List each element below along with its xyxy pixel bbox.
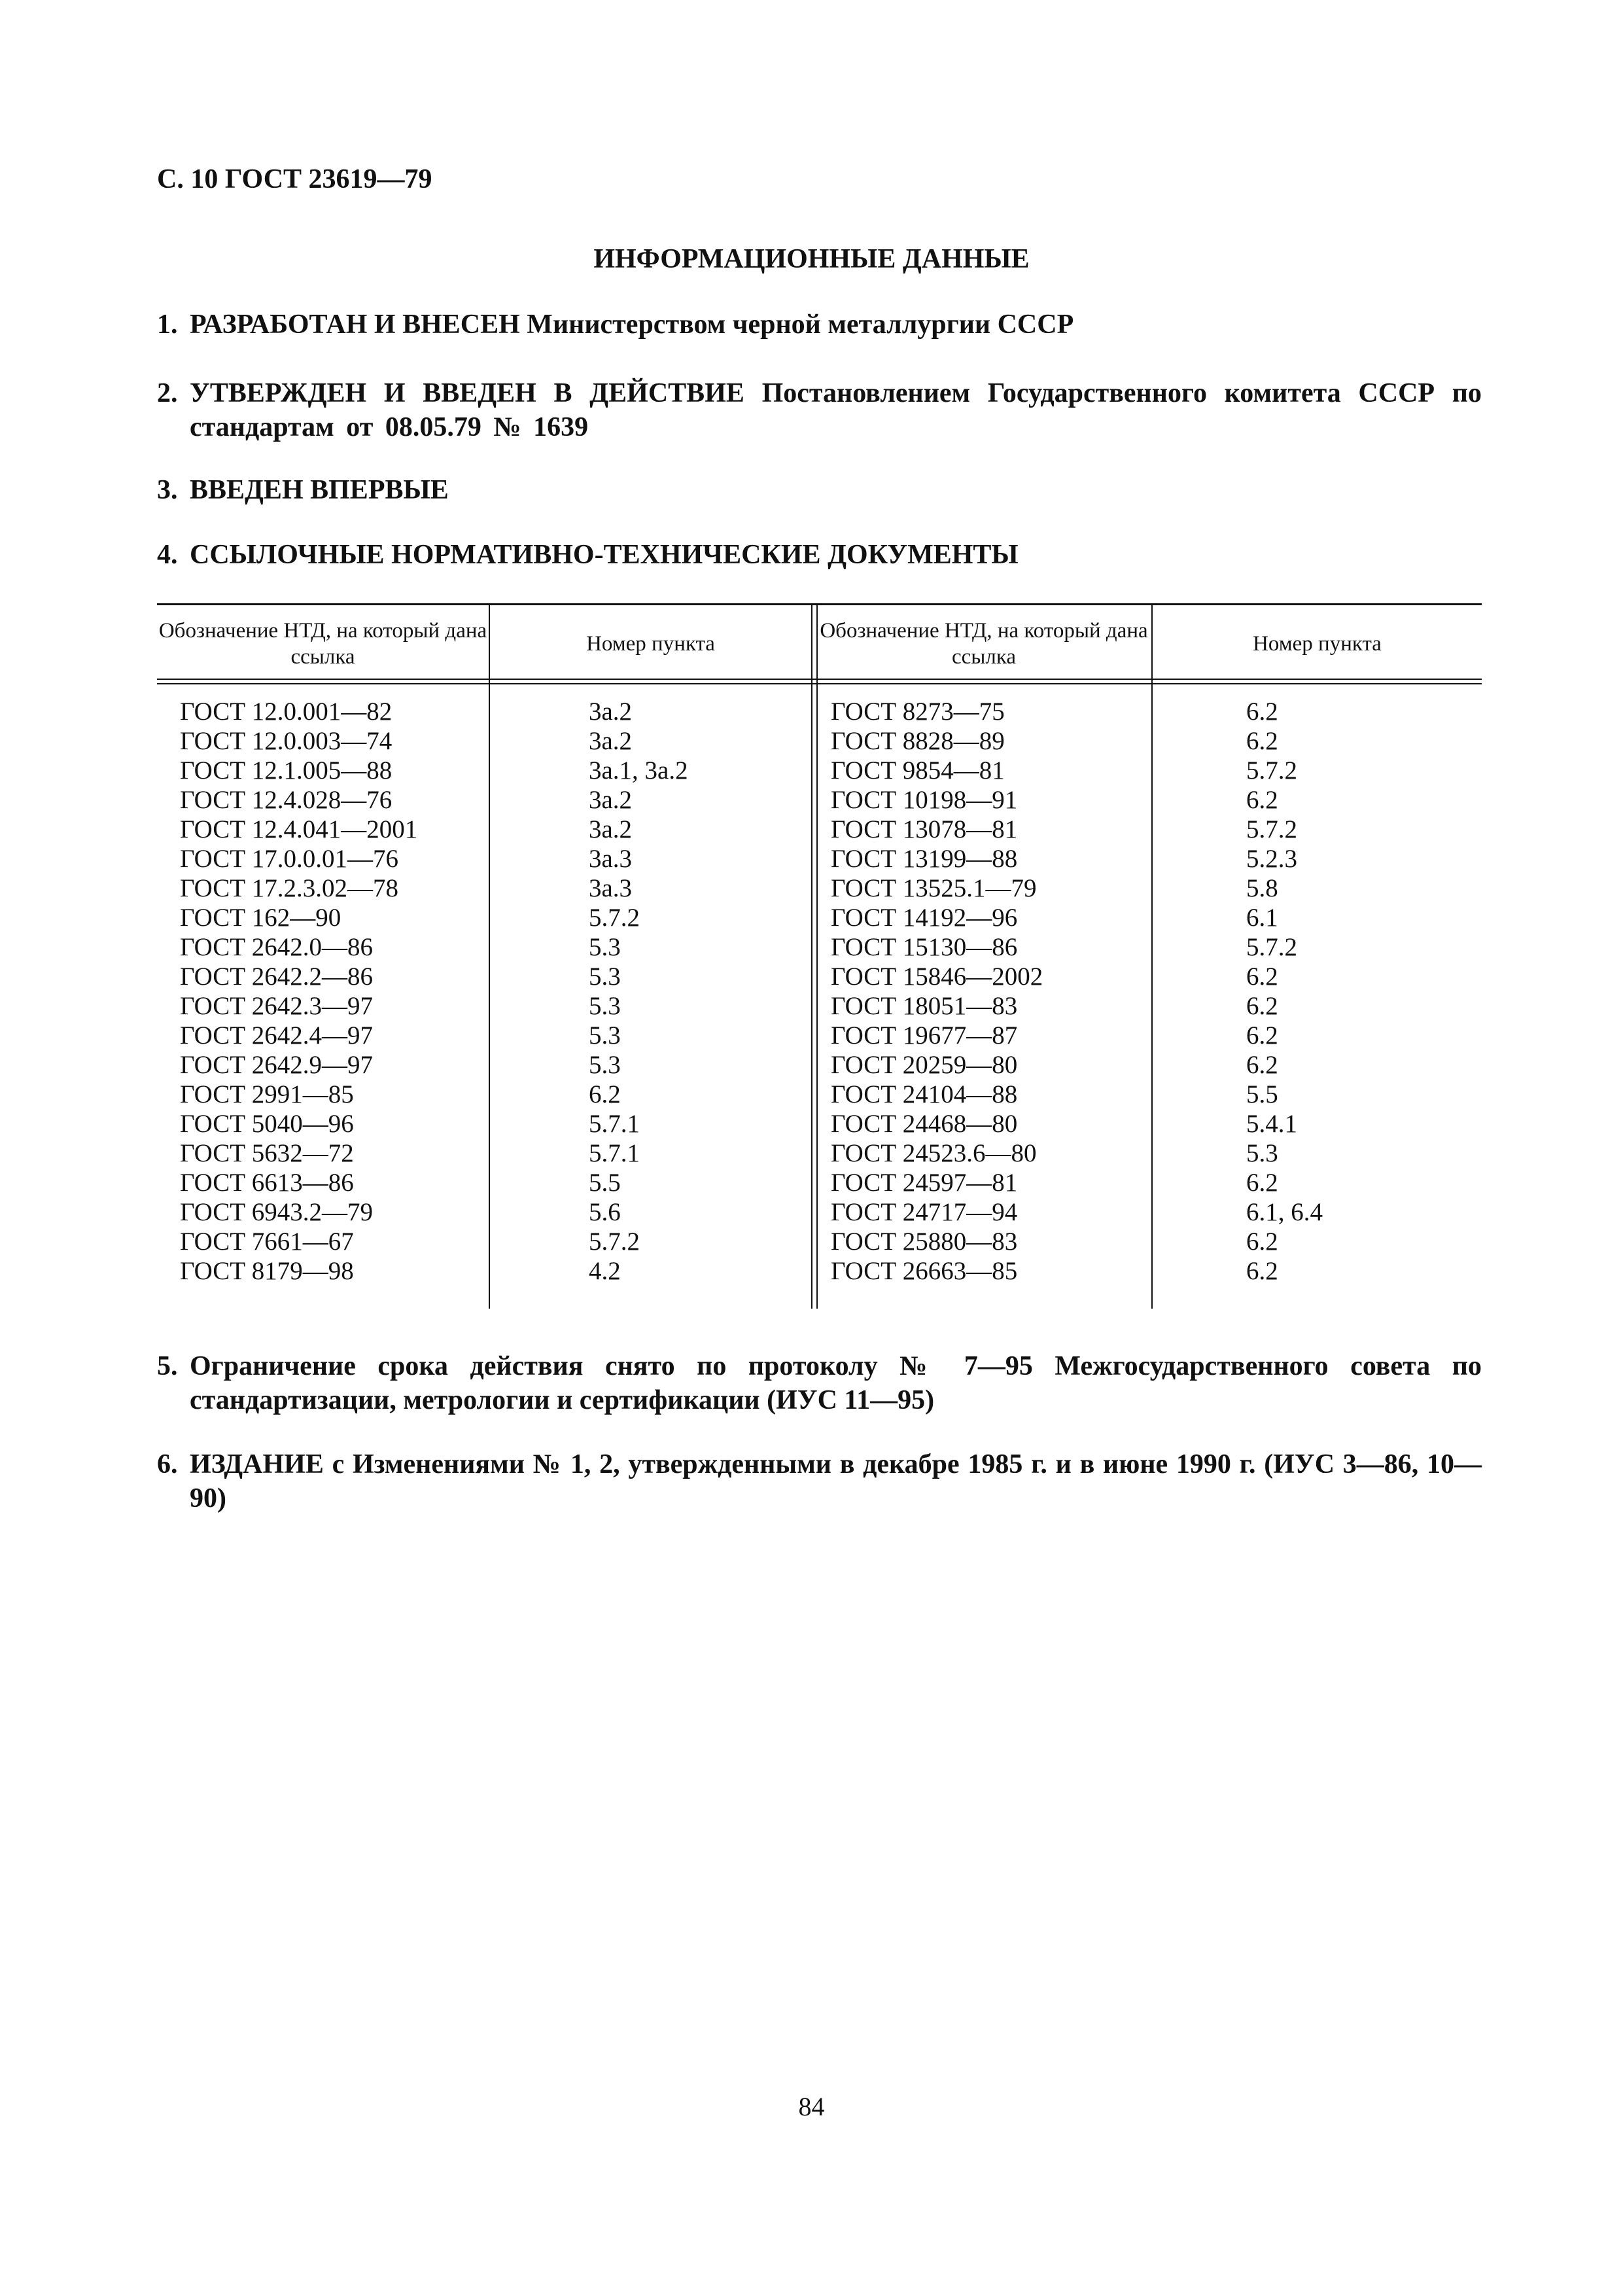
page-number: 84 — [798, 2092, 825, 2121]
cell-clause-number: 3а.1, 3а.2 — [589, 756, 688, 785]
cell-ntd-designation: ГОСТ 9854—81 — [831, 756, 1005, 785]
table-row — [157, 991, 1482, 1021]
table-header-clause: Номер пункта — [1253, 632, 1382, 656]
item-text: РАЗРАБОТАН И ВНЕСЕН Министерством черной металлургии СССР — [190, 309, 1074, 340]
cell-clause-number: 3а.3 — [589, 845, 633, 873]
item-number: 4. — [157, 540, 178, 570]
cell-ntd-designation: ГОСТ 12.1.005—88 — [180, 756, 393, 785]
cell-ntd-designation: ГОСТ 2991—85 — [180, 1080, 354, 1108]
cell-ntd-designation: ГОСТ 14192—96 — [831, 904, 1018, 932]
cell-ntd-designation: ГОСТ 15846—2002 — [831, 963, 1043, 991]
cell-ntd-designation: ГОСТ 2642.4—97 — [180, 1021, 374, 1050]
item-text: ИЗДАНИЕ с Изменениями № 1, 2, утвержденными в декабре 1985 г. и в июне 1990 г. (ИУС 3—86, 10—90) — [190, 1449, 1482, 1513]
cell-clause-number: 6.2 — [1246, 992, 1278, 1020]
cell-clause-number: 5.2.3 — [1246, 845, 1297, 873]
cell-clause-number: 5.3 — [589, 933, 621, 961]
cell-ntd-designation: ГОСТ 24597—81 — [831, 1169, 1018, 1197]
cell-clause-number: 6.2 — [589, 1080, 621, 1108]
table-row — [157, 1197, 1482, 1227]
cell-clause-number: 5.3 — [589, 963, 621, 991]
cell-ntd-designation: ГОСТ 6943.2—79 — [180, 1198, 374, 1226]
table-row — [157, 1256, 1482, 1286]
table-row — [157, 1050, 1482, 1080]
cell-ntd-designation: ГОСТ 8828—89 — [831, 727, 1005, 755]
table-row — [157, 1139, 1482, 1168]
cell-ntd-designation: ГОСТ 13078—81 — [831, 815, 1018, 843]
cell-clause-number: 6.1, 6.4 — [1246, 1198, 1323, 1226]
cell-clause-number: 5.3 — [589, 1021, 621, 1050]
cell-clause-number: 5.5 — [589, 1169, 621, 1197]
cell-clause-number: 6.2 — [1246, 1051, 1278, 1079]
cell-clause-number: 6.2 — [1246, 1169, 1278, 1197]
cell-ntd-designation: ГОСТ 24104—88 — [831, 1080, 1018, 1108]
cell-clause-number: 6.2 — [1246, 786, 1278, 814]
document-title: ИНФОРМАЦИОННЫЕ ДАННЫЕ — [593, 244, 1030, 274]
info-item-4 — [157, 538, 1482, 572]
table-row — [157, 756, 1482, 785]
item-text: ВВЕДЕН ВПЕРВЫЕ — [190, 475, 449, 505]
info-item-6 — [157, 1447, 1482, 1515]
cell-clause-number: 5.7.1 — [589, 1110, 640, 1138]
table-row — [157, 1168, 1482, 1197]
table-row — [157, 1080, 1482, 1109]
cell-ntd-designation: ГОСТ 26663—85 — [831, 1257, 1018, 1285]
cell-ntd-designation: ГОСТ 2642.9—97 — [180, 1051, 374, 1079]
table-row — [157, 726, 1482, 756]
page-header: С. 10 ГОСТ 23619—79 — [157, 164, 432, 194]
table-row — [157, 1227, 1482, 1256]
cell-ntd-designation: ГОСТ 15130—86 — [831, 933, 1018, 961]
cell-clause-number: 5.3 — [589, 992, 621, 1020]
item-text: Ограничение срока действия снято по протоколу № 7—95 Межгосударственного совета по стандартизации, метрологии и сертификации (ИУС 11—95) — [190, 1351, 1482, 1415]
cell-ntd-designation: ГОСТ 13525.1—79 — [831, 874, 1037, 902]
table-row — [157, 874, 1482, 903]
cell-ntd-designation: ГОСТ 17.0.0.01—76 — [180, 845, 399, 873]
cell-clause-number: 6.2 — [1246, 1021, 1278, 1050]
cell-ntd-designation: ГОСТ 20259—80 — [831, 1051, 1018, 1079]
cell-clause-number: 5.3 — [589, 1051, 621, 1079]
item-text: ССЫЛОЧНЫЕ НОРМАТИВНО-ТЕХНИЧЕСКИЕ ДОКУМЕНТЫ — [190, 540, 1019, 570]
cell-ntd-designation: ГОСТ 17.2.3.02—78 — [180, 874, 399, 902]
cell-ntd-designation: ГОСТ 12.4.041—2001 — [180, 815, 418, 843]
info-item-1 — [157, 308, 1482, 342]
table-row — [157, 932, 1482, 962]
cell-ntd-designation: ГОСТ 5632—72 — [180, 1139, 354, 1167]
cell-clause-number: 3а.2 — [589, 698, 633, 726]
cell-ntd-designation: ГОСТ 10198—91 — [831, 786, 1018, 814]
cell-ntd-designation: ГОСТ 5040—96 — [180, 1110, 354, 1138]
item-number: 3. — [157, 475, 178, 505]
cell-ntd-designation: ГОСТ 7661—67 — [180, 1227, 354, 1256]
cell-ntd-designation: ГОСТ 8179—98 — [180, 1257, 354, 1285]
table-header-designation: Обозначение НТД, на который дана ссылка — [158, 619, 487, 669]
cell-clause-number: 6.2 — [1246, 963, 1278, 991]
item-number: 5. — [157, 1351, 178, 1381]
cell-clause-number: 5.7.2 — [1246, 933, 1297, 961]
item-number: 6. — [157, 1449, 178, 1479]
table-header-designation: Обозначение НТД, на который дана ссылка — [820, 619, 1148, 669]
cell-clause-number: 6.2 — [1246, 1227, 1278, 1256]
table-header-clause: Номер пункта — [586, 632, 715, 656]
cell-clause-number: 3а.2 — [589, 815, 633, 843]
cell-ntd-designation: ГОСТ 24468—80 — [831, 1110, 1018, 1138]
cell-ntd-designation: ГОСТ 162—90 — [180, 904, 341, 932]
cell-clause-number: 3а.2 — [589, 727, 633, 755]
table-row — [157, 697, 1482, 726]
cell-clause-number: 3а.2 — [589, 786, 633, 814]
table-row — [157, 1021, 1482, 1050]
table-row — [157, 844, 1482, 874]
table-top-rule — [157, 603, 1482, 605]
cell-clause-number: 4.2 — [589, 1257, 621, 1285]
cell-clause-number: 5.7.2 — [1246, 756, 1297, 785]
cell-ntd-designation: ГОСТ 24717—94 — [831, 1198, 1018, 1226]
cell-ntd-designation: ГОСТ 2642.0—86 — [180, 933, 374, 961]
item-number: 2. — [157, 378, 178, 408]
cell-ntd-designation: ГОСТ 25880—83 — [831, 1227, 1018, 1256]
cell-ntd-designation: ГОСТ 2642.2—86 — [180, 963, 374, 991]
info-item-5 — [157, 1349, 1482, 1417]
table-header-rule — [157, 679, 1482, 684]
cell-ntd-designation: ГОСТ 19677—87 — [831, 1021, 1018, 1050]
cell-clause-number: 5.7.2 — [589, 1227, 640, 1256]
cell-ntd-designation: ГОСТ 8273—75 — [831, 698, 1005, 726]
cell-clause-number: 5.7.2 — [589, 904, 640, 932]
table-row — [157, 785, 1482, 815]
table-body — [157, 697, 1482, 1286]
cell-ntd-designation: ГОСТ 12.4.028—76 — [180, 786, 393, 814]
cell-clause-number: 6.1 — [1246, 904, 1278, 932]
cell-clause-number: 6.2 — [1246, 1257, 1278, 1285]
cell-clause-number: 5.4.1 — [1246, 1110, 1297, 1138]
table-row — [157, 903, 1482, 932]
cell-clause-number: 5.3 — [1246, 1139, 1278, 1167]
table-row — [157, 1109, 1482, 1139]
cell-clause-number: 6.2 — [1246, 698, 1278, 726]
cell-clause-number: 5.7.1 — [589, 1139, 640, 1167]
info-item-3 — [157, 473, 1482, 507]
cell-ntd-designation: ГОСТ 18051—83 — [831, 992, 1018, 1020]
cell-ntd-designation: ГОСТ 6613—86 — [180, 1169, 354, 1197]
cell-clause-number: 3а.3 — [589, 874, 633, 902]
cell-ntd-designation: ГОСТ 2642.3—97 — [180, 992, 374, 1020]
cell-clause-number: 5.6 — [589, 1198, 621, 1226]
cell-clause-number: 5.5 — [1246, 1080, 1278, 1108]
info-item-2 — [157, 376, 1482, 444]
reference-documents-table — [157, 603, 1482, 1309]
table-row — [157, 815, 1482, 844]
cell-ntd-designation: ГОСТ 12.0.001—82 — [180, 698, 393, 726]
cell-clause-number: 6.2 — [1246, 727, 1278, 755]
cell-ntd-designation: ГОСТ 24523.6—80 — [831, 1139, 1037, 1167]
item-text: УТВЕРЖДЕН И ВВЕДЕН В ДЕЙСТВИЕ Постановлением Государственного комитета СССР по стандартам от 08.05.79 № 1639 — [190, 378, 1482, 442]
cell-clause-number: 5.8 — [1246, 874, 1278, 902]
cell-ntd-designation: ГОСТ 12.0.003—74 — [180, 727, 393, 755]
item-number: 1. — [157, 309, 178, 340]
cell-clause-number: 5.7.2 — [1246, 815, 1297, 843]
cell-ntd-designation: ГОСТ 13199—88 — [831, 845, 1018, 873]
table-row — [157, 962, 1482, 991]
